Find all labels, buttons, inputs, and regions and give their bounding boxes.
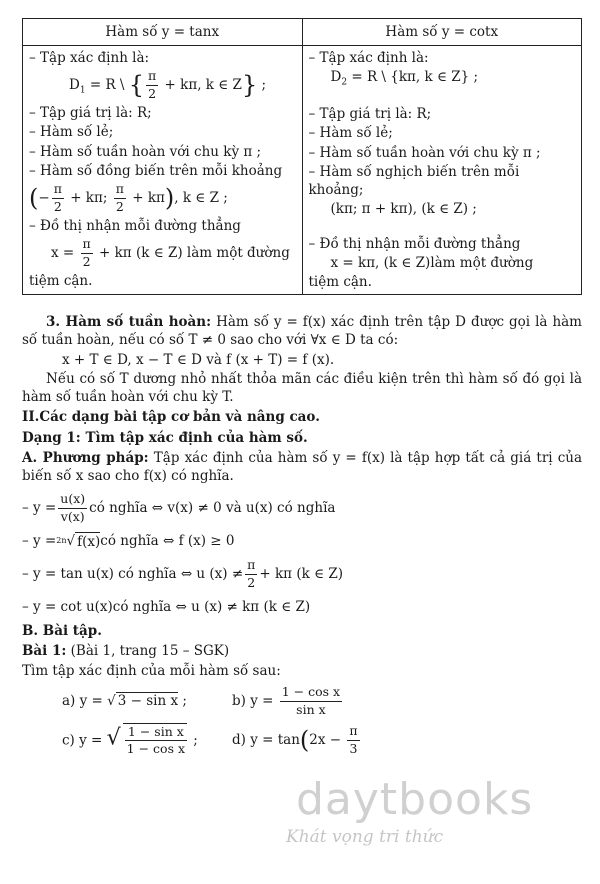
section3-paragraph: 3. Hàm số tuần hoàn: Hàm số y = f(x) xác định trên tập D được gọi là hàm số tuần hoàn, nếu có số T ≠ 0 sao cho với ∀x ∈ D ta có:	[22, 314, 582, 349]
exercise-row-ab	[62, 684, 582, 719]
rule-tan: – y = tan u(x) có nghĩa ⇔ u (x) ≠ $\frac{\pi}{2}$ + kπ (k ∈ Z)	[22, 557, 344, 591]
cotx-interval: (kπ; π + kπ), (k ∈ Z) ;	[330, 201, 477, 218]
cotx-odd: – Hàm số lẻ;	[308, 125, 393, 142]
tanx-interval: (− $\frac{\pi}{2}$ + kπ; $\frac{\pi}{2}$ + kπ), k ∈ Z ;	[29, 181, 228, 214]
section3-para2: Nếu có số T dương nhỏ nhất thỏa mãn các điều kiện trên thì hàm số đó gọi là hàm số tuần hoàn với chu kỳ T.	[22, 370, 582, 406]
exercises-title: B. Bài tập.	[22, 623, 102, 640]
bai1-prompt: Tìm tập xác định của mỗi hàm số sau:	[22, 662, 281, 679]
tanx-asymptote: – Đồ thị nhận mỗi đường thẳng	[29, 217, 241, 234]
main-body	[22, 313, 582, 758]
cotx-domain-formula: $D_2 = R$ \ {kπ, k ∈ Z} ;	[330, 69, 479, 89]
exercise-row-cd	[62, 723, 582, 759]
method-paragraph: A. Phương pháp: Tập xác định của hàm số y = f(x) là tập hợp tất cả giá trị của biến số x sao cho f(x) có nghĩa.	[22, 449, 582, 484]
rule-root: – y = 2n √ f(x) có nghĩa ⇔ f (x) ≥ 0	[22, 533, 235, 550]
exercise-c: c) y = √ $\frac{\text{1 − sin x}}{\text{1 − cos x}}$ ;	[62, 723, 198, 757]
rule-fraction: – y = $\frac{u(x)}{v(x)}$ có nghĩa ⇔ v(x) ≠ 0 và u(x) có nghĩa	[22, 491, 336, 525]
cotx-header: Hàm số y = cotx	[302, 19, 582, 46]
rule-cot: – y = cot u(x)có nghĩa ⇔ u (x) ≠ kπ (k ∈ Z)	[22, 598, 311, 615]
dang1-title: Dạng 1: Tìm tập xác định của hàm số.	[22, 429, 308, 446]
page-content	[22, 18, 582, 762]
tanx-increasing: – Hàm số đồng biến trên mỗi khoảng	[29, 162, 283, 179]
cotx-asymptote-formula: x = kπ, (k ∈ Z)làm một đường	[330, 254, 534, 271]
tanx-domain-label: – Tập xác định là:	[29, 50, 150, 67]
section2-title: II.Các dạng bài tập cơ bản và nâng cao.	[22, 409, 320, 426]
exercise-b: b) y = $\frac{\text{1 − cos x}}{\text{sin x}}$	[232, 683, 341, 717]
cotx-decreasing: – Hàm số nghịch biến trên mỗi khoảng;	[308, 163, 520, 199]
tanx-asymptote-end: tiệm cận.	[29, 272, 93, 289]
tanx-properties	[23, 46, 303, 295]
tanx-domain-formula: $D_1 = R$ \ { $\frac{\pi}{2}$ + kπ, k ∈ Z} ;	[69, 68, 267, 102]
tanx-odd: – Hàm số lẻ;	[29, 124, 114, 141]
exercise-d: d) y = tan(2x − $\frac{\pi}{3}$	[232, 723, 358, 756]
bai1-header: Bài 1: (Bài 1, trang 15 – SGK)	[22, 643, 230, 660]
watermark-logo: daytbooks	[296, 774, 534, 825]
tanx-header: Hàm số y = tanx	[23, 19, 303, 46]
cotx-asymptote: – Đồ thị nhận mỗi đường thẳng	[308, 235, 521, 252]
tanx-periodic: – Hàm số tuần hoàn với chu kỳ π ;	[29, 143, 262, 160]
tanx-range: – Tập giá trị là: R;	[29, 105, 152, 122]
tanx-asymptote-formula: x = $\frac{\pi}{2}$ + kπ (k ∈ Z) làm một đường	[51, 236, 290, 269]
cotx-properties	[302, 46, 582, 295]
cotx-range: – Tập giá trị là: R;	[308, 106, 432, 123]
watermark-slogan: Khát vọng tri thức	[286, 827, 444, 847]
cotx-periodic: – Hàm số tuần hoàn với chu kỳ π ;	[308, 144, 541, 161]
comparison-table	[22, 18, 582, 295]
fraction: $\frac{\pi}{2}$	[148, 68, 157, 102]
cotx-domain-label: – Tập xác định là:	[308, 50, 429, 67]
cotx-asymptote-end: tiệm cận.	[308, 274, 372, 291]
exercise-a: a) y = √ 3 − sin x ;	[62, 693, 187, 710]
section3-formula: x + T ∈ D, x − T ∈ D và f (x + T) = f (x).	[62, 351, 335, 368]
